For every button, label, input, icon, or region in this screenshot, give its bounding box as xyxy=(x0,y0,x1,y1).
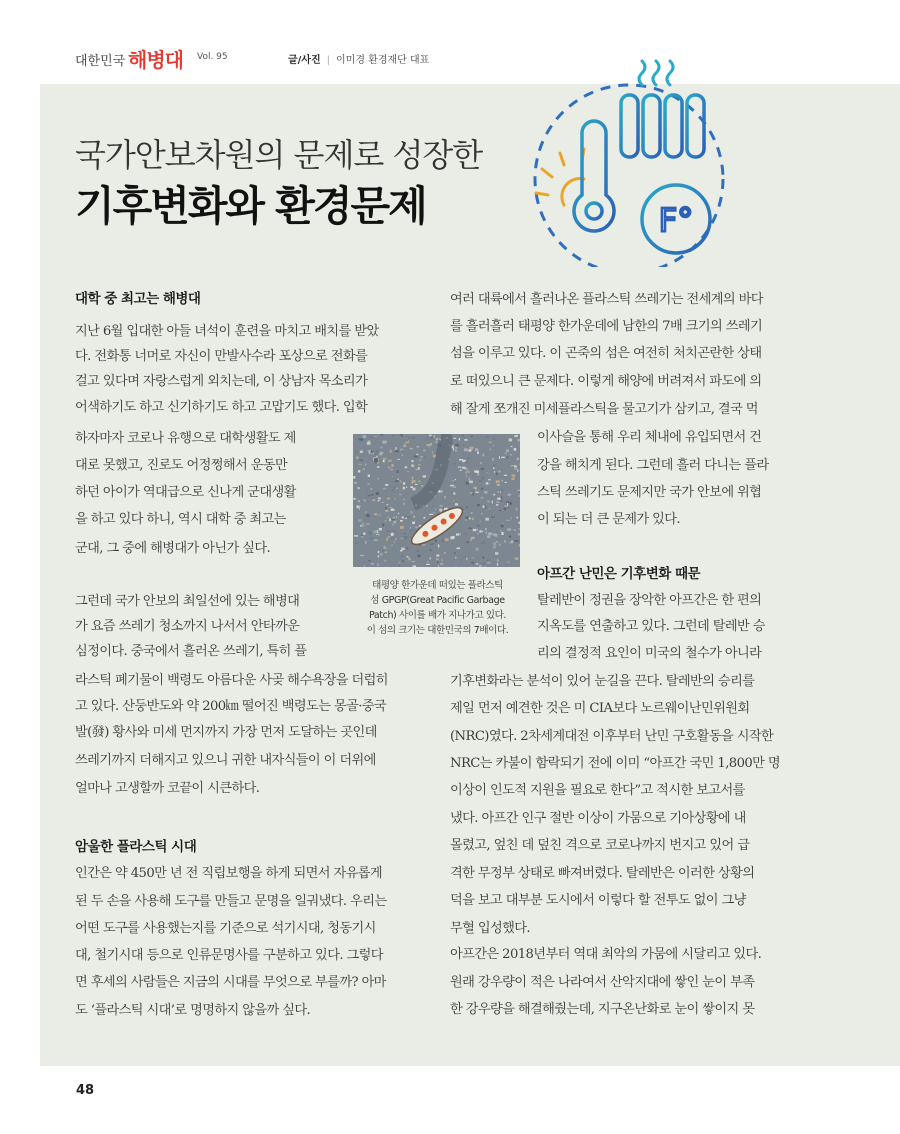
body-text-line: 이상이 인도적 지원을 필요로 한다”고 적시한 보고서를 xyxy=(450,783,745,798)
section-heading: 대학 중 최고는 해병대 xyxy=(75,291,201,307)
heat-waves-icon xyxy=(639,61,673,85)
thermometer-icon xyxy=(574,121,618,231)
body-text-line: 도 ‘플라스틱 시대’로 명명하지 않을까 싶다. xyxy=(75,1003,311,1018)
body-text-line: (NRC)였다. 2차세계대전 이후부터 난민 구호활동을 시작한 xyxy=(450,729,774,744)
body-text-line: 냈다. 아프간 인구 절반 이상이 가뭄으로 기아상황에 내 xyxy=(450,811,746,826)
dashed-ring xyxy=(535,85,723,267)
caption-line: Patch) 사이를 배가 지나가고 있다. xyxy=(368,610,507,621)
body-text-line: 이사슬을 통해 우리 체내에 유입되면서 건 xyxy=(537,430,762,445)
body-text-line: 을 하고 있다 하니, 역시 대학 중 최고는 xyxy=(75,512,286,527)
body-text-line: 다. 전화통 너머로 자신이 만발사수라 포상으로 전화를 xyxy=(75,349,368,364)
sun-icon xyxy=(536,149,584,205)
body-text-line: 무혈 입성했다. xyxy=(450,921,531,936)
body-text-line: 고 있다. 산둥반도와 약 200㎞ 떨어진 백령도는 몽골·중국 xyxy=(75,699,387,714)
body-text-line: 인간은 약 450만 년 전 직립보행을 하게 되면서 자유롭게 xyxy=(75,866,383,881)
caption-line: 섬 GPGP(Great Pacific Garbage xyxy=(370,595,505,606)
credit-label: 글/사진 xyxy=(288,55,321,66)
body-text-line: 몰렸고, 엎친 데 덮친 격으로 코로나까지 번지고 있어 급 xyxy=(450,838,750,853)
body-text-line: 강을 해치게 된다. 그런데 흘러 다니는 플라 xyxy=(537,458,769,473)
body-text-line: 하자마자 코로나 유행으로 대학생활도 제 xyxy=(75,431,296,446)
body-text-line: 면 후세의 사람들은 지금의 시대를 무엇으로 부를까? 아마 xyxy=(75,975,386,990)
body-text-line: 가 요즘 쓰레기 청소까지 나서서 안타까운 xyxy=(75,619,300,634)
body-text-line: 지옥도를 연출하고 있다. 그런데 탈레반 승 xyxy=(537,619,765,634)
body-text-line: 탈레반이 정권을 장악한 아프간은 한 편의 xyxy=(537,593,762,608)
photo-caption xyxy=(350,578,525,638)
body-text-line: 그런데 국가 안보의 최일선에 있는 해병대 xyxy=(75,594,300,609)
fahrenheit-label: F° xyxy=(658,201,694,239)
caption-line: 이 섬의 크기는 대한민국의 7배이다. xyxy=(366,625,509,636)
body-text-line: NRC는 카불이 함락되기 전에 이미 “아프간 국민 1,800만 명 xyxy=(450,756,781,771)
body-text-line: 얼마나 고생할까 코끝이 시큰하다. xyxy=(75,781,260,796)
body-text-line: 발(發) 황사와 미세 먼지까지 가장 먼저 도달하는 곳인데 xyxy=(75,725,377,740)
body-text-line: 걸고 있다며 자랑스럽게 외치는데, 이 상남자 목소리가 xyxy=(75,374,368,389)
caption-line: 태평양 한가운데 떠있는 플라스틱 xyxy=(372,580,503,591)
article-title: 기후변화와 환경문제 xyxy=(75,182,426,230)
page-header xyxy=(0,0,900,84)
body-text-line: 제일 먼저 예견한 것은 미 CIA보다 노르웨이난민위원회 xyxy=(450,701,750,716)
body-text-line: 라스틱 폐기물이 백령도 아름다운 사곶 해수욕장을 더럽히 xyxy=(75,673,388,688)
body-text-line: 리의 결정적 요인이 미국의 철수가 아니라 xyxy=(537,646,762,661)
garbage-patch-photo xyxy=(353,434,520,567)
body-text-line: 스틱 쓰레기도 문제지만 국가 안보에 위협 xyxy=(537,485,762,500)
photo-illustration xyxy=(353,434,520,567)
header-magazine-title: 해병대 xyxy=(128,48,183,72)
fahrenheit-icon xyxy=(642,185,710,253)
body-text-line: 대로 못했고, 진로도 어정쩡해서 운동만 xyxy=(75,458,288,473)
credit-author: 이미경 환경재단 대표 xyxy=(336,55,430,66)
body-text-line: 격한 무정부 상태로 빠져버렸다. 탈레반은 이러한 상황의 xyxy=(450,866,755,881)
body-text-line: 원래 강우량이 적은 나라여서 산악지대에 쌓인 눈이 부족 xyxy=(450,975,755,990)
body-text-line: 쓰레기까지 더해지고 있으니 귀한 내자식들이 이 더위에 xyxy=(75,753,376,768)
body-text-line: 를 흘러흘러 태평양 한가운데에 남한의 7배 크기의 쓰레기 xyxy=(450,319,763,334)
credit-divider: | xyxy=(326,55,331,66)
body-text-line: 로 떠있으니 큰 문제다. 이렇게 해양에 버려져서 파도에 의 xyxy=(450,374,762,389)
header-credit xyxy=(288,51,429,66)
body-text-line: 덕을 보고 대부분 도시에서 이렇다 할 전투도 없이 그냥 xyxy=(450,893,746,908)
body-text-line: 이 되는 더 큰 문제가 있다. xyxy=(537,512,680,527)
body-text-line: 아프간은 2018년부터 역대 최악의 가뭄에 시달리고 있다. xyxy=(450,947,762,962)
body-text-line: 어색하기도 하고 신기하기도 하고 고맙기도 했다. 입학 xyxy=(75,400,368,415)
section-heading: 아프간 난민은 기후변화 때문 xyxy=(537,566,701,582)
body-text-line: 해 잘게 쪼개진 미세플라스틱을 물고기가 삼키고, 결국 먹 xyxy=(450,402,758,417)
body-text-line: 어떤 도구를 사용했는지를 기준으로 석기시대, 청동기시 xyxy=(75,921,376,936)
body-text-line: 대, 철기시대 등으로 인류문명사를 구분하고 있다. 그렇다 xyxy=(75,948,383,963)
page-number: 48 xyxy=(76,1083,95,1098)
body-text-line: 된 두 손을 사용해 도구를 만들고 문명을 일궈냈다. 우리는 xyxy=(75,894,387,909)
radiator-icon xyxy=(621,95,704,167)
header-volume: Vol. 95 xyxy=(197,52,228,62)
body-text-line: 지난 6월 입대한 아들 녀석이 훈련을 마치고 배치를 받았 xyxy=(75,324,379,339)
climate-illustration xyxy=(518,55,730,267)
body-text-line: 여러 대륙에서 흘러나온 플라스틱 쓰레기는 전세계의 바다 xyxy=(450,292,763,307)
section-heading: 암울한 플라스틱 시대 xyxy=(75,839,197,855)
body-text-line: 섬을 이루고 있다. 이 곤죽의 섬은 여전히 처치곤란한 상태 xyxy=(450,346,762,361)
body-text-line: 군대, 그 중에 해병대가 아닌가 싶다. xyxy=(75,541,271,556)
body-text-line: 심정이다. 중국에서 흘러온 쓰레기, 특히 플 xyxy=(75,644,307,659)
body-text-line: 하던 아이가 역대급으로 신나게 군대생활 xyxy=(75,485,296,500)
body-text-line: 기후변화라는 분석이 있어 눈길을 끈다. 탈레반의 승리를 xyxy=(450,674,755,689)
article-subtitle: 국가안보차원의 문제로 성장한 xyxy=(75,136,483,174)
body-text-line: 한 강우량을 해결해줬는데, 지구온난화로 눈이 쌓이지 못 xyxy=(450,1002,755,1017)
header-country: 대한민국 xyxy=(75,54,126,69)
